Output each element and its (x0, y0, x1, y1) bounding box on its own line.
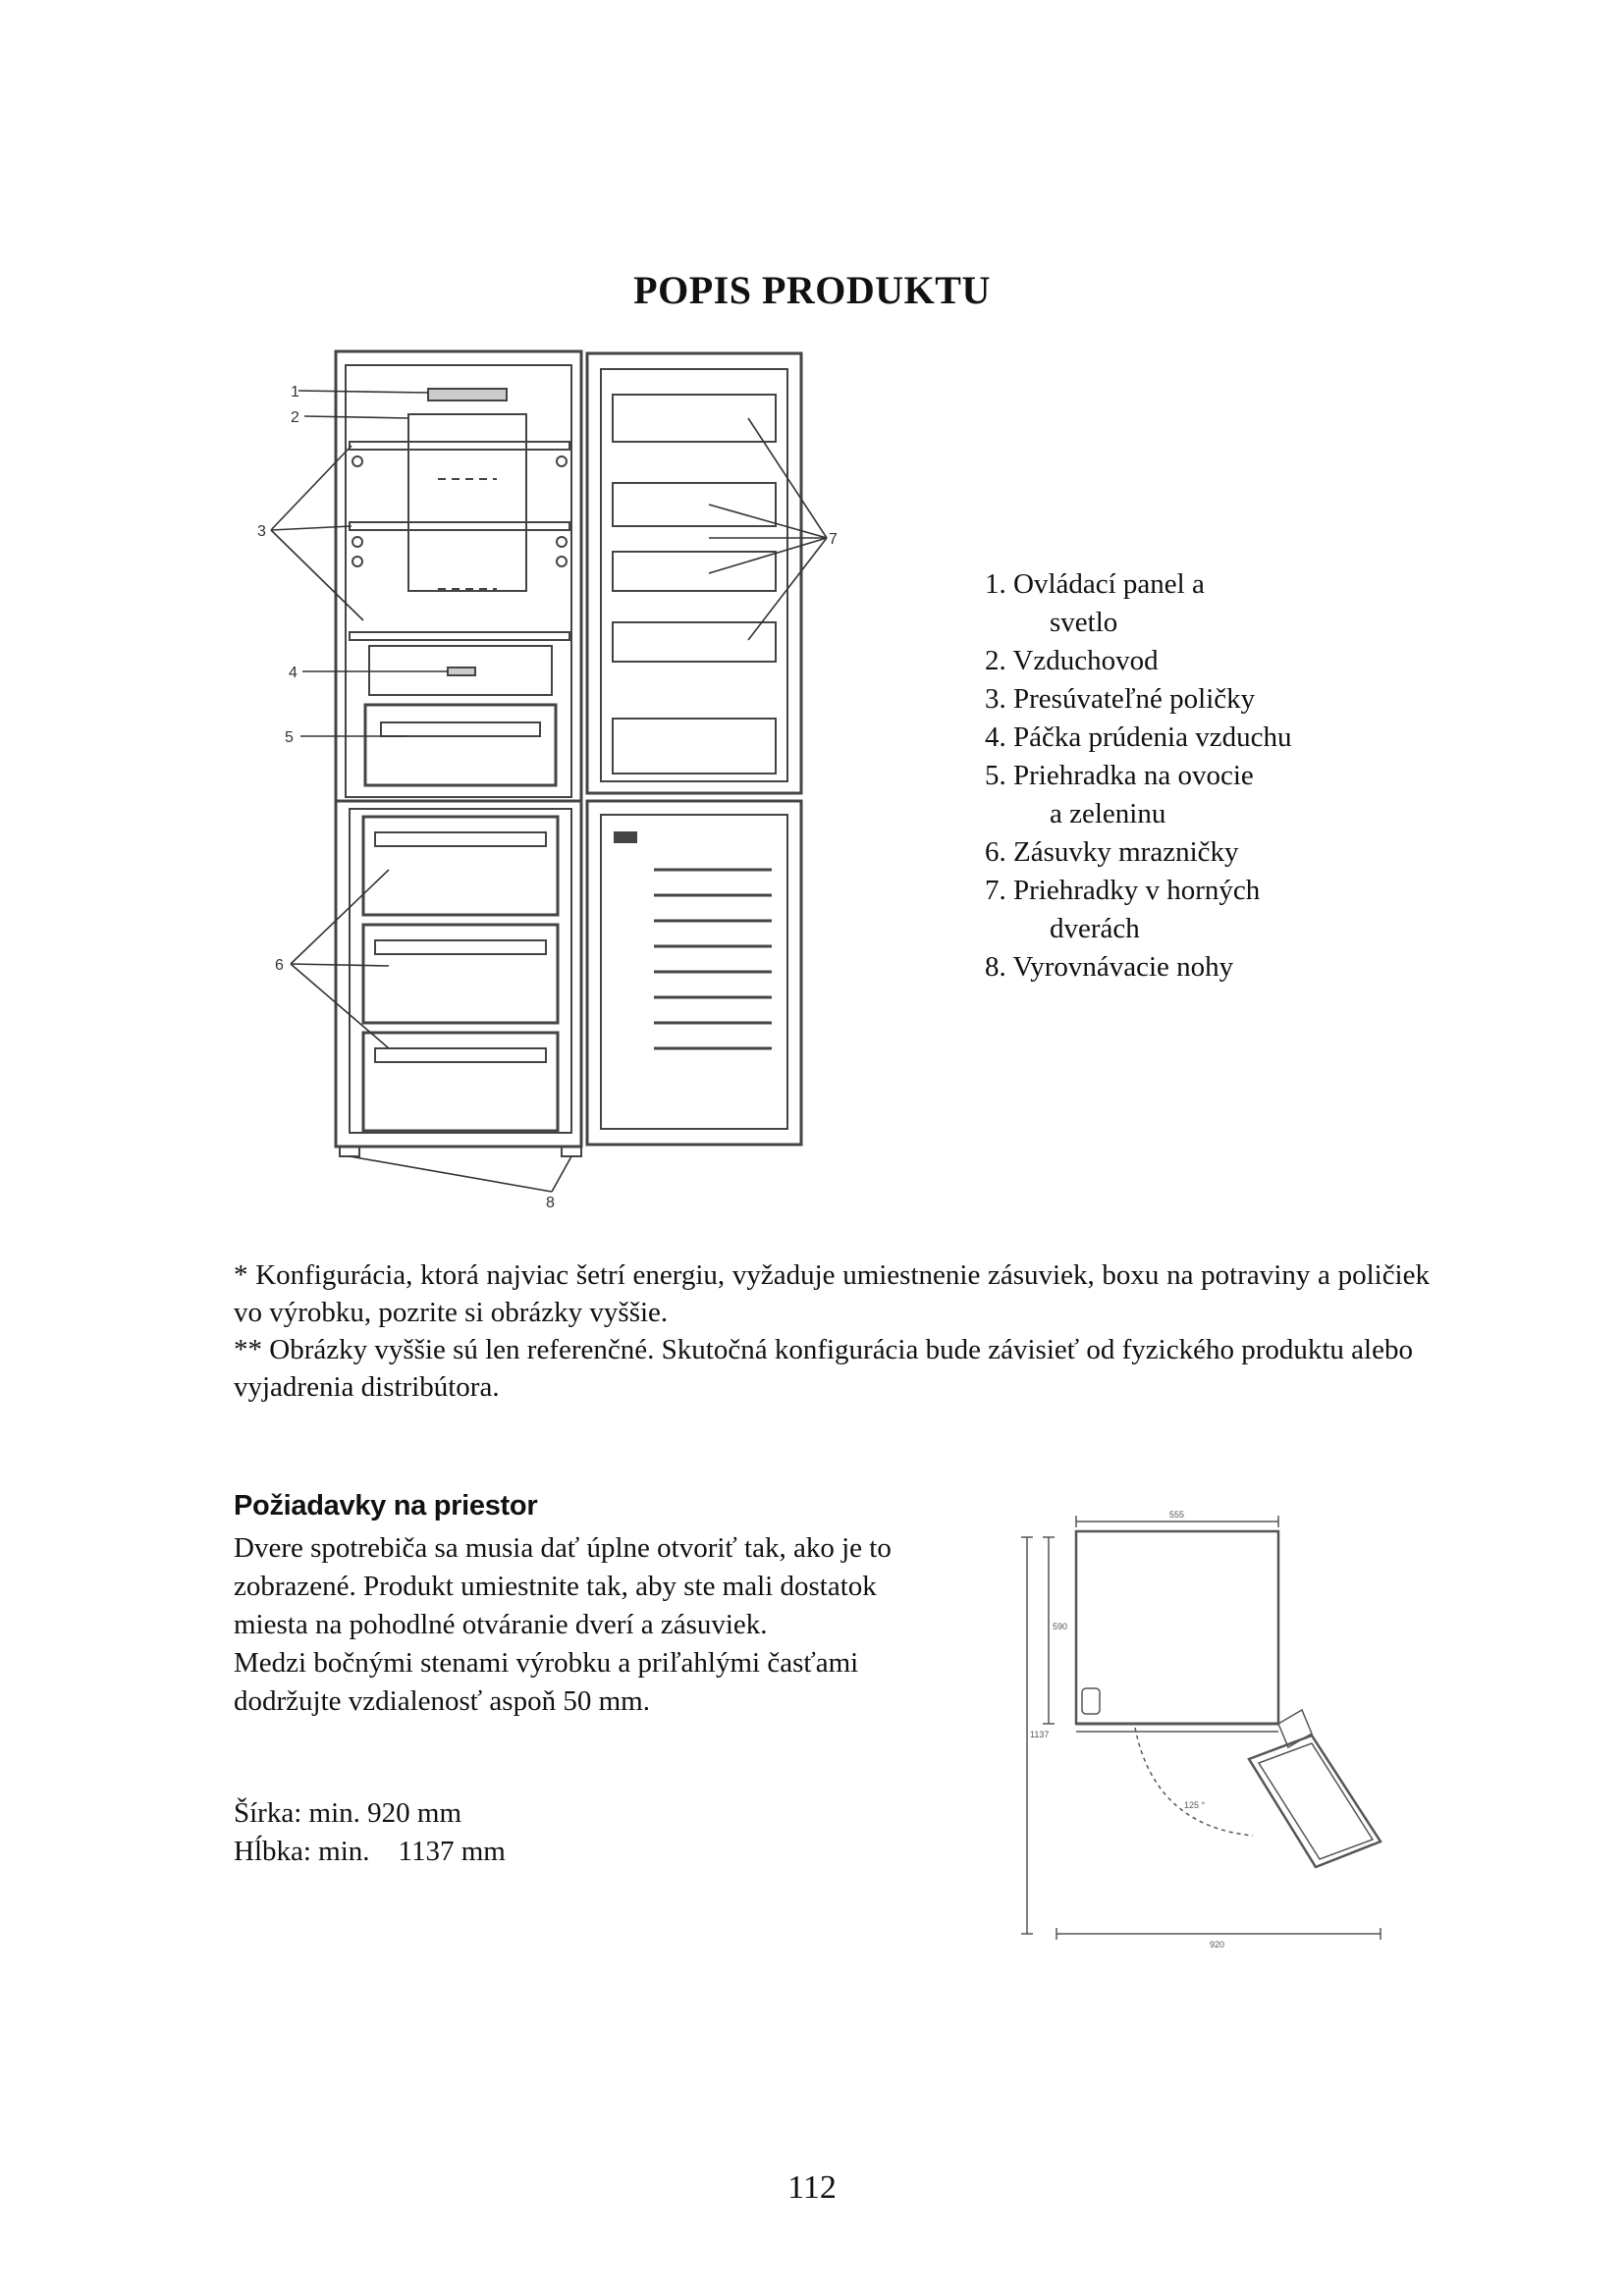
callout-1: 1 (291, 384, 299, 400)
space-paragraph-distance: Medzi bočnými stenami výrobku a priľahlými časťami dodržujte vzdialenosť aspoň 50 mm. (234, 1647, 859, 1717)
callout-7: 7 (829, 531, 838, 548)
space-paragraph-doors: Dvere spotrebiča sa musia dať úplne otvoriť tak, ako je to zobrazené. Produkt umiestnite tak, aby ste mali dostatok miesta na pohodlné otváranie dverí a zásuviek. (234, 1532, 892, 1640)
legend-item: 8. Vyrovnávacie nohy (985, 951, 1234, 983)
min-depth: Hĺbka: min. 1137 mm (234, 1836, 506, 1867)
callout-8: 8 (546, 1195, 555, 1209)
legend-item: 4. Páčka prúdenia vzduchu (985, 721, 1292, 753)
legend-item: 7. Priehradky v horných dverách (985, 875, 1261, 944)
dim-bottom: 920 (1210, 1940, 1225, 1949)
callout-6: 6 (275, 957, 284, 974)
page-title: POPIS PRODUKTU (633, 268, 991, 312)
parts-legend (985, 565, 1397, 987)
dim-left: 1137 (1030, 1730, 1050, 1739)
notes (234, 1256, 1430, 1406)
fridge-diagram (242, 346, 850, 1209)
space-diagram (1017, 1502, 1410, 1953)
minimum-dimensions (234, 1794, 506, 1871)
dim-top: 555 (1169, 1510, 1185, 1520)
page-number: 112 (787, 2169, 837, 2206)
legend-item: 5. Priehradka na ovocie a zeleninu (985, 760, 1254, 829)
callout-2: 2 (291, 409, 299, 426)
callout-4: 4 (289, 665, 298, 681)
note-reference: ** Obrázky vyššie sú len referenčné. Skutočná konfigurácia bude závisieť od fyzického produktu alebo vyjadrenia distribútora. (234, 1334, 1413, 1403)
legend-item: 3. Presúvateľné poličky (985, 683, 1256, 715)
callout-3: 3 (257, 523, 266, 540)
min-width: Šírka: min. 920 mm (234, 1797, 461, 1829)
legend-item: 1. Ovládací panel a svetlo (985, 568, 1205, 638)
callout-5: 5 (285, 729, 294, 746)
space-requirements-heading: Požiadavky na priestor (234, 1490, 538, 1522)
dim-angle: 125 ° (1184, 1800, 1206, 1810)
legend-item: 6. Zásuvky mrazničky (985, 836, 1239, 868)
space-requirements-text (234, 1529, 941, 1721)
note-energy: * Konfigurácia, ktorá najviac šetrí energiu, vyžaduje umiestnenie zásuviek, boxu na potraviny a poličiek vo výrobku, pozrite si obrázky vyššie. (234, 1259, 1430, 1328)
legend-item: 2. Vzduchovod (985, 645, 1159, 676)
dim-left-inner: 590 (1053, 1622, 1068, 1631)
